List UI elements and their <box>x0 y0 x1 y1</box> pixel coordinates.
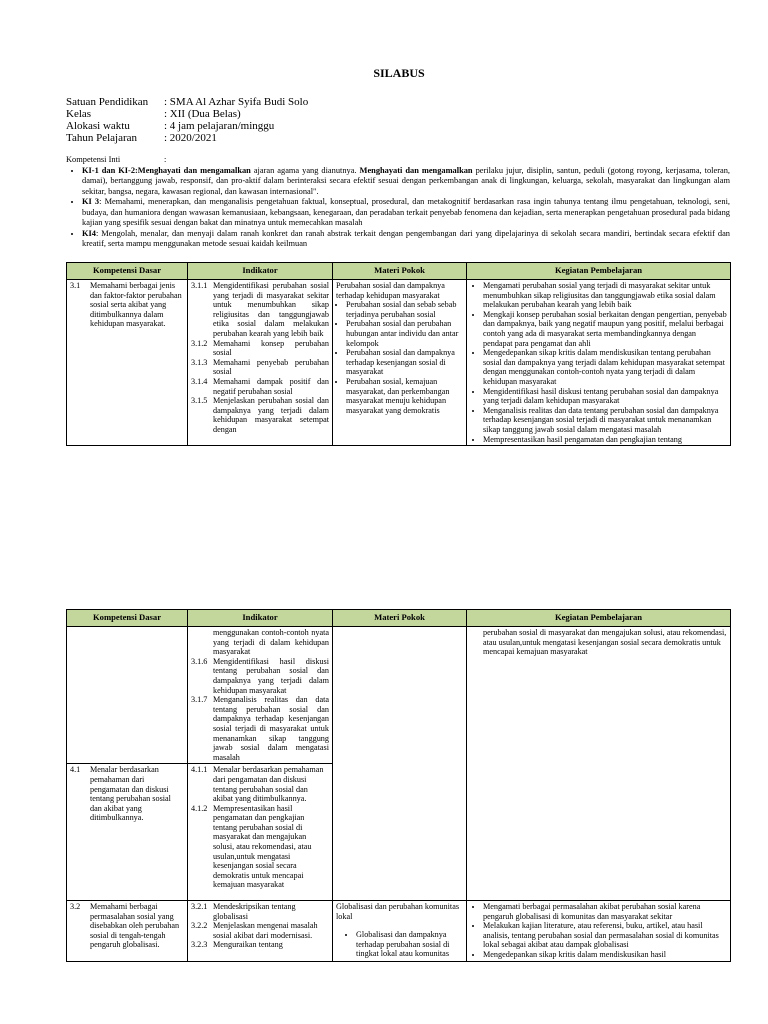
meta-row <box>66 96 308 108</box>
ki-label: KI 3 <box>82 197 100 206</box>
table-row <box>67 627 731 764</box>
materi-item: • Perubahan sosial, kemajuan masyarakat, dan perkembangan masyarakat menuju kehidupan masyarakat yang demokratis <box>346 377 463 415</box>
silabus-table-2 <box>66 609 731 962</box>
kd-cell <box>67 627 188 764</box>
indikator-item <box>191 377 329 396</box>
ki-list <box>66 166 730 250</box>
kd-number: 3.2 <box>70 902 81 912</box>
materi-list <box>336 930 463 959</box>
ki-text: perilaku jujur, disiplin, santun, peduli (gotong royong, kerjasama, toleran, damai), bertanggung jawab, responsif, dan pro-aktif dalam berinteraksi secara efektif sesuai dengan perkembangan anak di lingkungan, keluarga, sekolah, masyarakat dan lingkungan alam sekitar, bangsa, negara, kawasan regional, dan kawasan internasional". <box>82 165 730 196</box>
ki-heading-label: Kompetensi Inti <box>66 155 121 164</box>
header-indikator: Indikator <box>188 263 333 280</box>
kegiatan-cell <box>467 280 731 446</box>
ki-text: : Memahami, menerapkan, dan menganalisis pengetahuan faktual, konseptual, prosedural, dan metakognitif berdasarkan rasa ingin tahunya tentang ilmu pengetahuan, teknologi, seni, budaya, dan humaniora dengan wawasan kemanusiaan, kebangsaan, kenegaraan, dan peradaban terkait penyebab fenomena dan kejadian, serta menerapkan pengetahuan prosedural pada bidang kajian yang spesifik sesuai dengan bakat dan minatnya untuk memecahkan masalah <box>82 197 730 227</box>
ki-item <box>82 229 730 250</box>
table-row <box>67 280 731 446</box>
indikator-item <box>191 396 329 434</box>
indikator-text: Memahami dampak positif dan negatif perubahan sosial <box>213 376 329 396</box>
kompetensi-inti <box>66 155 730 250</box>
indikator-item <box>191 657 329 695</box>
indikator-number: 3.1.7 <box>191 695 208 705</box>
kd-text: Memahami berbagai jenis dan faktor-faktor perubahan sosial serta akibat yang ditimbulkannya dalam kehidupan masyarakat. <box>90 281 182 329</box>
kd-item <box>70 281 184 329</box>
indikator-item <box>191 921 329 940</box>
materi-item: • Globalisasi dan dampaknya terhadap perubahan sosial di tingkat lokal atau komunitas <box>356 930 463 959</box>
ki-heading-colon: : <box>164 155 167 164</box>
meta-row <box>66 108 308 120</box>
table-row <box>67 901 731 962</box>
kegiatan-item: • Mengidentifikasi hasil diskusi tentang perubahan sosial dan dampaknya yang terjadi dalam kehidupan masyarakat <box>483 387 727 406</box>
kd-number: 3.1 <box>70 281 81 290</box>
meta-label: Tahun Pelajaran <box>66 132 138 144</box>
indikator-item <box>191 765 329 803</box>
meta-row <box>66 132 308 144</box>
indikator-number: 3.1.2 <box>191 338 208 348</box>
indikator-text: Mendeskripsikan tentang globalisasi <box>213 902 296 921</box>
kd-item <box>70 765 184 823</box>
indikator-text: Mempresentasikan hasil pengamatan dan pengkajian tentang perubahan sosial di masyarakat dan mengajukan solusi, atau rekomendasi, atau usulan,untuk mengatasi kesenjangan sosial secara demokratis untuk mencapai kemajuan masyarakat <box>213 803 312 890</box>
ki-label: KI4 <box>82 228 96 238</box>
meta-value: : 2020/2021 <box>164 132 217 144</box>
header-indikator: Indikator <box>188 610 333 627</box>
indikator-number: 3.2.3 <box>191 940 208 950</box>
kegiatan-item: • Mengamati perubahan sosial yang terjadi di masyarakat sekitar untuk menumbuhkan sikap religiusitas dan tanggungjawab etika sosial dalam melakukan perubahan kearah yang lebih baik <box>483 281 727 310</box>
materi-item: • Perubahan sosial dan perubahan hubungan antar individu dan antar kelompok <box>346 319 463 348</box>
ki-item <box>82 197 730 229</box>
ki-item <box>82 166 730 198</box>
indikator-text: Memahami konsep perubahan sosial <box>213 338 329 358</box>
ki-text: ajaran agama yang dianutnya. <box>250 165 360 175</box>
materi-intro: Globalisasi dan perubahan komunitas lokal <box>336 902 460 921</box>
kd-text: Memahami berbagai permasalahan sosial yang disebabkan oleh perubahan sosial di tengah-tengah pengaruh globalisasi. <box>90 902 180 950</box>
header-kegiatan: Kegiatan Pembelajaran <box>467 610 731 627</box>
indikator-continuation: menggunakan contoh-contoh nyata yang terjadi di dalam kehidupan masyarakat <box>213 628 329 657</box>
indikator-text: Memahami penyebab perubahan sosial <box>213 357 329 377</box>
indikator-text: Menganalisis realitas dan data tentang perubahan sosial dan dampaknya terhadap kesenjangan sosial terjadi di masyarakat untuk menanamkan sikap tanggung jawab sosial dalam mengatasi masalah <box>213 695 329 762</box>
kegiatan-list <box>470 281 727 444</box>
indikator-cell <box>188 627 333 764</box>
materi-item: • Perubahan sosial dan dampaknya terhadap kesenjangan sosial di masyarakat <box>346 348 463 377</box>
kd-cell <box>67 280 188 446</box>
meta-label: Satuan Pendidikan <box>66 96 149 108</box>
kd-item <box>70 902 184 950</box>
indikator-item <box>191 902 329 921</box>
ki-emphasis: Menghayati dan mengamalkan <box>359 165 473 175</box>
header-materi-pokok: Materi Pokok <box>333 610 467 627</box>
indikator-text: Mengidentifikasi perubahan sosial yang terjadi di masyarakat sekitar untuk menumbuhkan sikap religiusitas dan tanggungjawab etika sosial dalam melakukan perubahan kearah yang lebih baik <box>213 281 329 338</box>
kegiatan-item: • Mengamati berbagai permasalahan akibat perubahan sosial karena pengaruh globalisasi di komunitas dan masyarakat sekitar <box>483 902 727 921</box>
indikator-number: 3.1.4 <box>191 376 208 386</box>
indikator-text: Menalar berdasarkan pemahaman dari pengamatan dan diskusi tentang perubahan sosial dan akibat yang ditimbulkannya. <box>213 765 324 804</box>
indikator-number: 4.1.2 <box>191 803 208 813</box>
ki-label: KI-1 dan KI-2: <box>82 165 138 175</box>
indikator-cell <box>188 280 333 446</box>
materi-list <box>336 300 463 415</box>
kegiatan-cell <box>467 627 731 901</box>
indikator-item <box>191 358 329 377</box>
materi-intro: Perubahan sosial dan dampaknya terhadap kehidupan masyarakat <box>336 281 445 300</box>
kd-text: Menalar berdasarkan pemahaman dari pengamatan dan diskusi tentang perubahan sosial dan akibat yang ditimbulkannya. <box>90 765 171 823</box>
kegiatan-item: • Mengedepankan sikap kritis dalam mendiskusikan tentang perubahan sosial dan dampaknya yang terjadi dalam kehidupan masyarakat setempat dengan menggunakan contoh-contoh nyata yang terjadi di dalam kehidupan masyarakat <box>483 348 727 386</box>
kegiatan-item: • Mengkaji konsep perubahan sosial berkaitan dengan pengertian, penyebab dan dampaknya, baik yang negatif maupun yang positif, melalui berbagai contoh yang ada di masyarakat serta membandingkannya dengan pendapat para pengamat dan ahli <box>483 310 727 348</box>
meta-value: : SMA Al Azhar Syifa Budi Solo <box>164 96 309 108</box>
indikator-number: 3.1.3 <box>191 357 208 367</box>
ki-heading <box>66 155 730 166</box>
kd-cell <box>67 901 188 962</box>
meta-label: Kelas <box>66 108 92 120</box>
silabus-table-1 <box>66 262 731 446</box>
meta-value: : 4 jam pelajaran/minggu <box>164 120 275 132</box>
header-materi-pokok: Materi Pokok <box>333 263 467 280</box>
header-kompetensi-dasar: Kompetensi Dasar <box>67 263 188 280</box>
header-kompetensi-dasar: Kompetensi Dasar <box>67 610 188 627</box>
kegiatan-list <box>470 902 727 960</box>
indikator-number: 3.1.5 <box>191 396 208 406</box>
indikator-item <box>191 695 329 762</box>
materi-cell <box>333 901 467 962</box>
materi-cell <box>333 280 467 446</box>
indikator-text: Menjelaskan mengenai masalah sosial akibat dari modernisasi. <box>213 921 318 940</box>
indikator-number: 3.1.6 <box>191 656 208 666</box>
indikator-number: 3.2.1 <box>191 902 208 912</box>
ki-text: : Mengolah, menalar, dan menyaji dalam ranah konkret dan ranah abstrak terkait dengan pengembangan dari yang dipelajarinya di sekolah secara mandiri, bertindak secara efektif dan kreatif, serta mampu menggunakan metode sesuai kaidah keilmuan <box>82 228 730 248</box>
kegiatan-continuation: perubahan sosial di masyarakat dan mengajukan solusi, atau rekomendasi, atau usulan,untuk mengatasi kesenjangan sosial secara demokratis untuk mencapai kemajuan masyarakat <box>483 628 727 657</box>
ki-emphasis: Menghayati dan mengamalkan <box>137 165 251 175</box>
kegiatan-item: • Menganalisis realitas dan data tentang perubahan sosial dan dampaknya terhadap kesenjangan sosial terjadi di masyarakat untuk menanamkan sikap tanggung jawab sosial dalam mengatasi masalah <box>483 406 727 435</box>
materi-cell <box>333 627 467 901</box>
meta-row <box>66 120 308 132</box>
kegiatan-cell <box>467 901 731 962</box>
indikator-number: 3.2.2 <box>191 921 208 931</box>
indikator-item <box>191 339 329 358</box>
indikator-item <box>191 804 329 890</box>
indikator-cell <box>188 901 333 962</box>
indikator-text: Menjelaskan perubahan sosial dan dampaknya yang terjadi dalam kehidupan masyarakat setempat dengan <box>213 396 329 434</box>
kd-number: 4.1 <box>70 765 81 775</box>
document-meta <box>66 96 308 144</box>
materi-item: • Perubahan sosial dan sebab sebab terjadinya perubahan sosial <box>346 300 463 319</box>
page-title: SILABUS <box>373 66 425 80</box>
indikator-text: Menguraikan tentang <box>213 940 283 950</box>
kd-cell <box>67 764 188 901</box>
meta-label: Alokasi waktu <box>66 120 130 132</box>
indikator-number: 4.1.1 <box>191 765 208 775</box>
indikator-item <box>191 281 329 339</box>
indikator-cell <box>188 764 333 901</box>
indikator-number: 3.1.1 <box>191 281 208 290</box>
kegiatan-item: • Melakukan kajian literature, atau referensi, buku, artikel, atau hasil analisis, tentang perubahan sosial dan permasalahan sosial di komunitas lokal sebagai akibat atau dampak globalisasi <box>483 921 727 950</box>
kegiatan-item: • Mengedepankan sikap kritis dalam mendiskusikan hasil <box>483 950 727 960</box>
indikator-text: Mengidentifikasi hasil diskusi tentang perubahan sosial dan dampaknya yang terjadi dalam kehidupan masyarakat <box>213 656 329 695</box>
kegiatan-item: • Mempresentasikan hasil pengamatan dan pengkajian tentang <box>483 435 727 445</box>
indikator-item <box>191 940 329 950</box>
meta-value: : XII (Dua Belas) <box>164 108 241 120</box>
header-kegiatan: Kegiatan Pembelajaran <box>467 263 731 280</box>
